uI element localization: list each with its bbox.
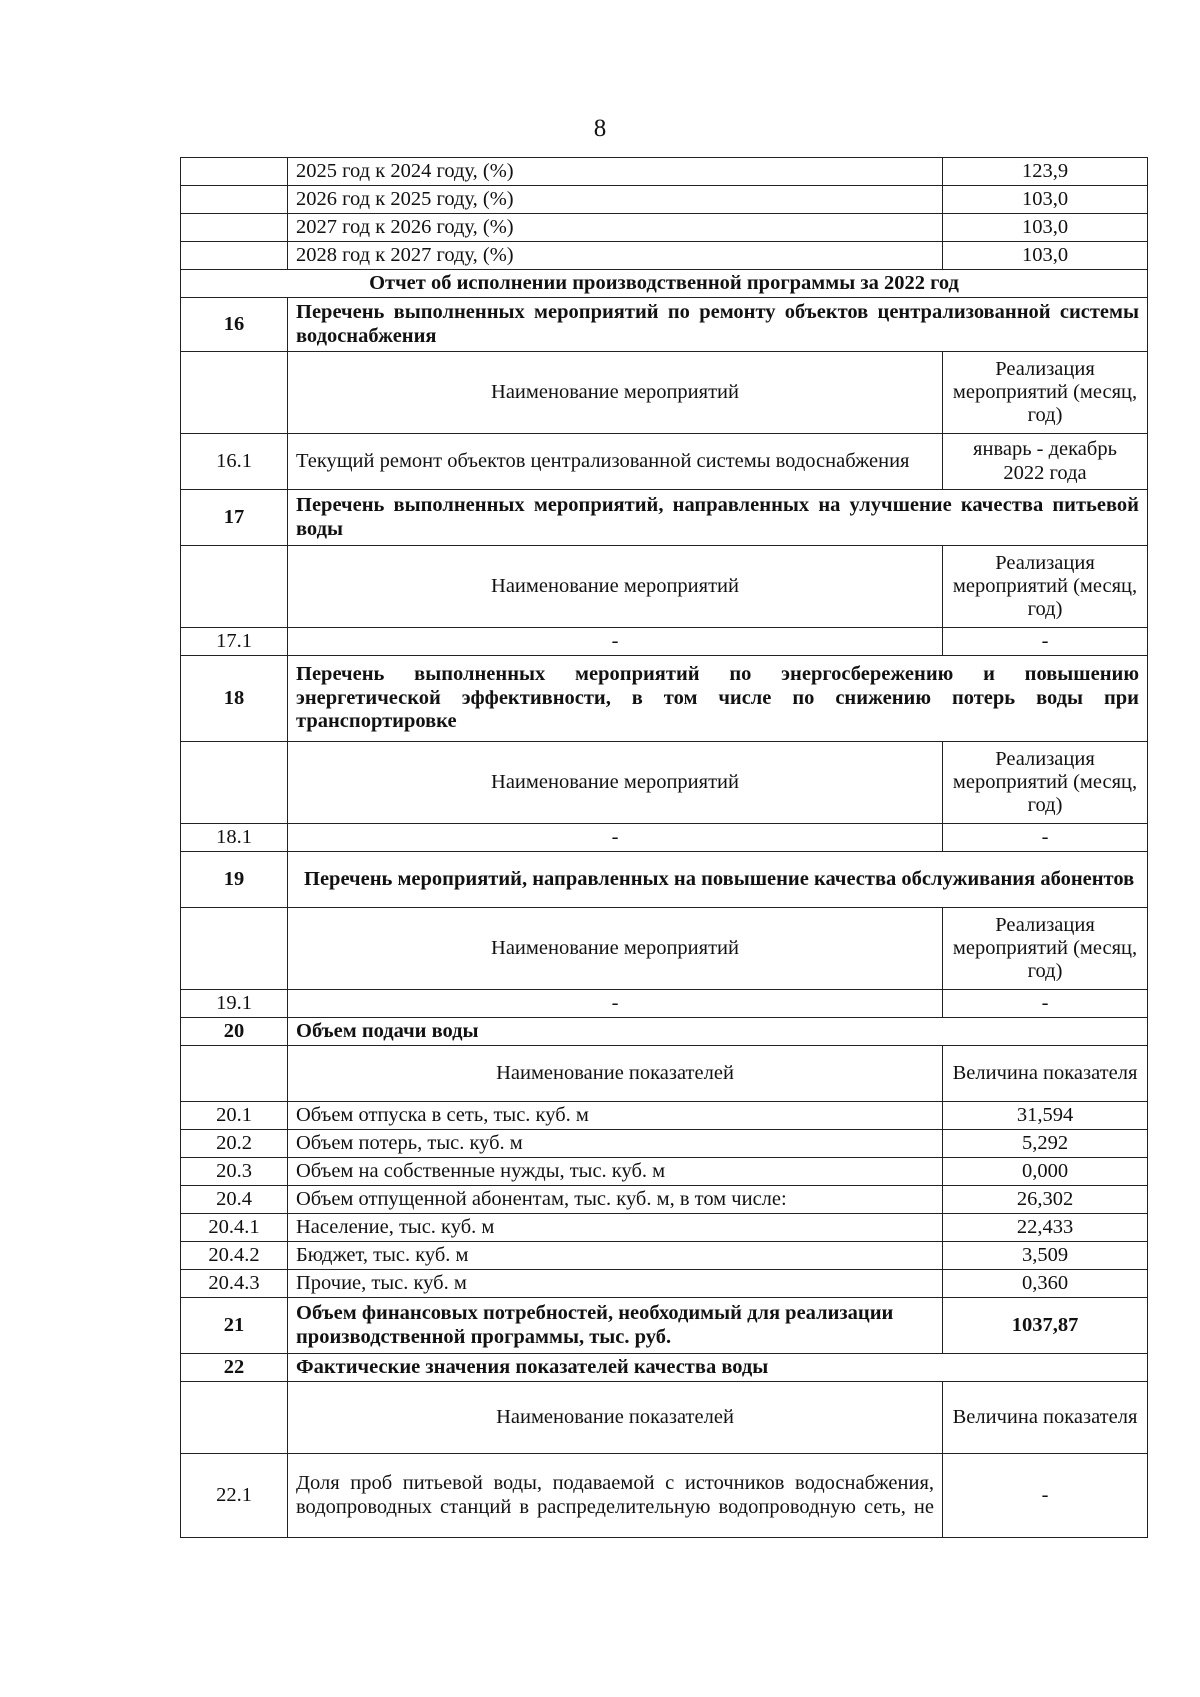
item-value: 3,509 — [943, 1242, 1148, 1270]
section-title: Перечень мероприятий, направленных на повышение качества обслуживания абонентов — [288, 852, 1148, 908]
item-number: 19.1 — [181, 990, 288, 1018]
production-program-table — [180, 157, 1148, 1538]
item-value: 5,292 — [943, 1130, 1148, 1158]
item-value: 0,000 — [943, 1158, 1148, 1186]
section-title: Перечень выполненных мероприятий, направленных на улучшение качества питьевой воды — [288, 490, 1148, 546]
item-text: Бюджет, тыс. куб. м — [288, 1242, 943, 1270]
column-header-row — [181, 742, 1148, 824]
section-number: 21 — [181, 1298, 288, 1354]
column-header-name: Наименование мероприятий — [288, 546, 943, 628]
index-value: 103,0 — [943, 186, 1148, 214]
section-header — [181, 1354, 1148, 1382]
table-row — [181, 434, 1148, 490]
item-number: 16.1 — [181, 434, 288, 490]
item-value: 22,433 — [943, 1214, 1148, 1242]
item-number: 20.1 — [181, 1102, 288, 1130]
index-value: 103,0 — [943, 242, 1148, 270]
table-row — [181, 158, 1148, 186]
table-row — [181, 1158, 1148, 1186]
item-value: 31,594 — [943, 1102, 1148, 1130]
column-header-name: Наименование мероприятий — [288, 908, 943, 990]
table-row — [181, 1242, 1148, 1270]
item-number: 20.4.2 — [181, 1242, 288, 1270]
section-title: Объем финансовых потребностей, необходимый для реализации производственной программы, тыс. руб. — [288, 1298, 943, 1354]
column-header-implementation: Реализация мероприятий (месяц, год) — [943, 742, 1148, 824]
item-value: - — [943, 990, 1148, 1018]
column-header-row — [181, 1382, 1148, 1454]
table-row — [181, 824, 1148, 852]
table-row — [181, 242, 1148, 270]
section-header — [181, 852, 1148, 908]
item-number: 20.4.1 — [181, 1214, 288, 1242]
page-number: 8 — [593, 115, 607, 142]
section-header — [181, 298, 1148, 352]
index-label: 2027 год к 2026 году, (%) — [288, 214, 943, 242]
item-text: - — [288, 628, 943, 656]
column-header-name: Наименование мероприятий — [288, 352, 943, 434]
section-number: 19 — [181, 852, 288, 908]
item-value: 26,302 — [943, 1186, 1148, 1214]
index-label: 2028 год к 2027 году, (%) — [288, 242, 943, 270]
table-row — [181, 1186, 1148, 1214]
table-row — [181, 990, 1148, 1018]
item-text: Текущий ремонт объектов централизованной системы водоснабжения — [288, 434, 943, 490]
item-value: январь - декабрь 2022 года — [943, 434, 1148, 490]
section-header — [181, 1018, 1148, 1046]
financial-needs-value: 1037,87 — [943, 1298, 1148, 1354]
section-title: Перечень выполненных мероприятий по ремонту объектов централизованной системы водоснабжения — [288, 298, 1148, 352]
index-value: 123,9 — [943, 158, 1148, 186]
column-header-implementation: Реализация мероприятий (месяц, год) — [943, 352, 1148, 434]
item-text: Население, тыс. куб. м — [288, 1214, 943, 1242]
table-row — [181, 1270, 1148, 1298]
item-number: 17.1 — [181, 628, 288, 656]
section-number: 20 — [181, 1018, 288, 1046]
column-header-implementation: Реализация мероприятий (месяц, год) — [943, 546, 1148, 628]
column-header-name: Наименование показателей — [288, 1382, 943, 1454]
column-header-name: Наименование мероприятий — [288, 742, 943, 824]
section-header — [181, 490, 1148, 546]
item-text: Доля проб питьевой воды, подаваемой с источников водоснабжения, водопроводных станций в распределительную водопроводную сеть, не — [288, 1454, 943, 1538]
index-label: 2026 год к 2025 году, (%) — [288, 186, 943, 214]
item-text: - — [288, 990, 943, 1018]
item-text: - — [288, 824, 943, 852]
table-row — [181, 1130, 1148, 1158]
section-header — [181, 656, 1148, 742]
table-row — [181, 1214, 1148, 1242]
item-text: Объем потерь, тыс. куб. м — [288, 1130, 943, 1158]
item-value: 0,360 — [943, 1270, 1148, 1298]
item-value: - — [943, 824, 1148, 852]
table-row — [181, 186, 1148, 214]
column-header-row — [181, 546, 1148, 628]
section-title: Фактические значения показателей качества воды — [288, 1354, 1148, 1382]
item-text: Объем на собственные нужды, тыс. куб. м — [288, 1158, 943, 1186]
table-row — [181, 214, 1148, 242]
section-header — [181, 1298, 1148, 1354]
item-number: 20.2 — [181, 1130, 288, 1158]
table-row — [181, 1454, 1148, 1538]
section-title: Перечень выполненных мероприятий по энергосбережению и повышению энергетической эффективности, в том числе по снижению потерь воды при транспортировке — [288, 656, 1148, 742]
column-header-row — [181, 352, 1148, 434]
index-value: 103,0 — [943, 214, 1148, 242]
item-number: 18.1 — [181, 824, 288, 852]
section-number: 18 — [181, 656, 288, 742]
item-number: 20.4 — [181, 1186, 288, 1214]
column-header-implementation: Реализация мероприятий (месяц, год) — [943, 908, 1148, 990]
item-value: - — [943, 1454, 1148, 1538]
section-number: 22 — [181, 1354, 288, 1382]
item-text: Объем отпущенной абонентам, тыс. куб. м, в том числе: — [288, 1186, 943, 1214]
column-header-value: Величина показателя — [943, 1382, 1148, 1454]
column-header-row — [181, 1046, 1148, 1102]
section-title: Объем подачи воды — [288, 1018, 1148, 1046]
table-row — [181, 628, 1148, 656]
column-header-name: Наименование показателей — [288, 1046, 943, 1102]
index-label: 2025 год к 2024 году, (%) — [288, 158, 943, 186]
report-title: Отчет об исполнении производственной программы за 2022 год — [181, 270, 1148, 298]
item-number: 22.1 — [181, 1454, 288, 1538]
item-number: 20.4.3 — [181, 1270, 288, 1298]
item-text: Прочие, тыс. куб. м — [288, 1270, 943, 1298]
table-row — [181, 270, 1148, 298]
column-header-value: Величина показателя — [943, 1046, 1148, 1102]
section-number: 17 — [181, 490, 288, 546]
item-text: Объем отпуска в сеть, тыс. куб. м — [288, 1102, 943, 1130]
column-header-row — [181, 908, 1148, 990]
item-value: - — [943, 628, 1148, 656]
section-number: 16 — [181, 298, 288, 352]
table-row — [181, 1102, 1148, 1130]
item-number: 20.3 — [181, 1158, 288, 1186]
